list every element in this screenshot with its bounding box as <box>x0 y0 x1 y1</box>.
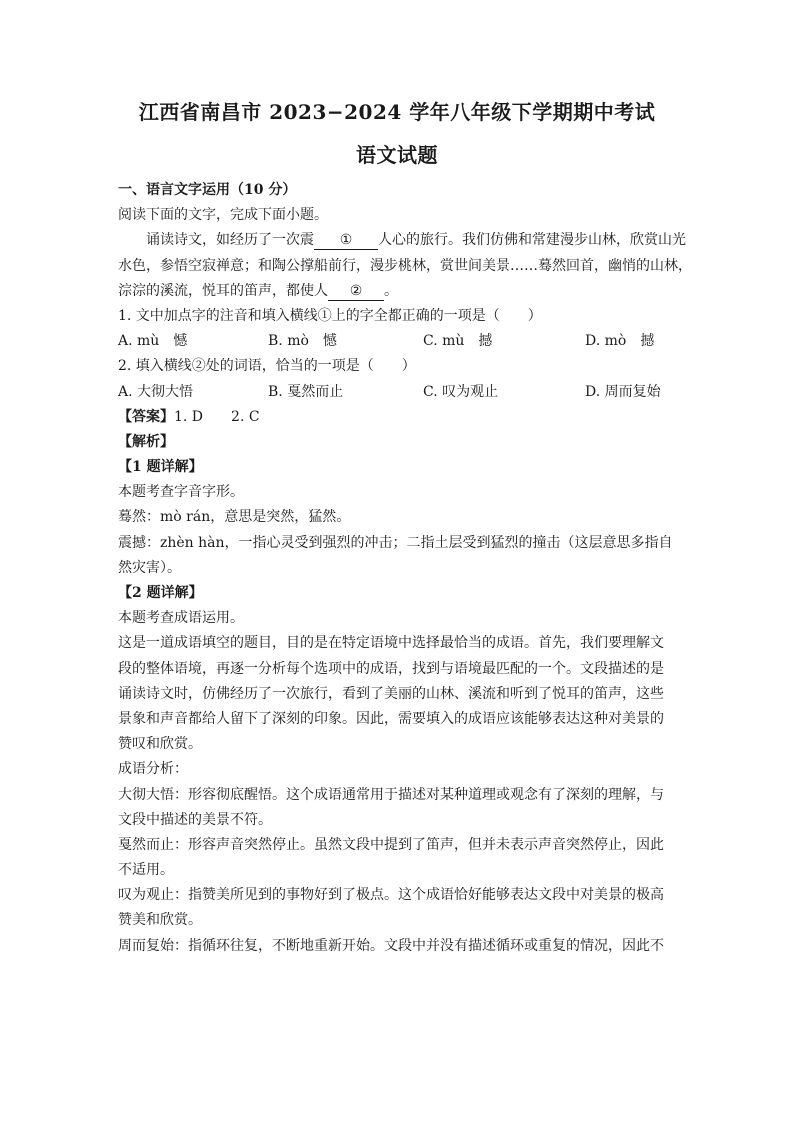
question-1-stem: 1. 文中加点字的注音和填入横线①上的字全都正确的一项是（ ） <box>118 307 542 324</box>
answer-label: 【答案】 <box>118 408 174 425</box>
question-2-stem: 2. 填入横线②处的词语，恰当的一项是（ ） <box>118 358 416 375</box>
exam-title: 江西省南昌市 2023−2024 学年八年级下学期期中考试 <box>138 100 656 124</box>
detail-2-line: 这是一道成语填空的题目，目的是在特定语境中选择最恰当的成语。首先，我们要理解文 <box>118 635 664 652</box>
answer-line <box>118 405 678 430</box>
q1-option-b: B. mò 憾 <box>268 333 337 350</box>
passage-text: 人心的旅行。我们仿佛和常建漫步山林，欣赏山光 <box>378 232 686 249</box>
answer-text: 1. D 2. C <box>174 408 260 425</box>
passage-text: 。 <box>384 282 398 299</box>
detail-2-line: 赞美和欣赏。 <box>118 912 202 929</box>
detail-2-line: 不适用。 <box>118 862 174 879</box>
detail-2-line: 段的整体语境，再逐一分析每个选项中的成语，找到与语境最匹配的一个。文段描述的是 <box>118 660 664 677</box>
passage-line-1 <box>118 228 686 253</box>
q2-option-c: C. 叹为观止 <box>423 383 499 400</box>
document-body <box>118 178 692 959</box>
detail-1-heading: 【1 题详解】 <box>118 459 203 476</box>
detail-2-line: 戛然而止：形容声音突然停止。虽然文段中提到了笛声，但并未表示声音突然停止，因此 <box>118 836 664 853</box>
detail-2-line: 周而复始：指循环往复，不断地重新开始。文段中并没有描述循环或重复的情况，因此不 <box>118 937 664 954</box>
question-1-options <box>118 329 678 354</box>
detail-2-line: 赞叹和欣赏。 <box>118 736 202 753</box>
passage-text: 诵读诗文，如经历了一次震 <box>146 232 314 249</box>
exam-subtitle: 语文试题 <box>356 143 438 167</box>
detail-2-line: 成语分析： <box>118 761 188 778</box>
detail-2-line: 诵读诗文时，仿佛经历了一次旅行，看到了美丽的山林、溪流和听到了悦耳的笛声，这些 <box>118 685 664 702</box>
detail-2-heading: 【2 题详解】 <box>118 585 203 601</box>
passage-line-2: 水色，参悟空寂禅意；和陶公撑船前行，漫步桃林，赏世间美景……蓦然回首，幽悄的山林， <box>118 257 692 274</box>
detail-2-line: 本题考查成语运用。 <box>118 610 244 627</box>
passage-text: 淙淙的溪流，悦耳的笛声，都使人 <box>118 282 328 299</box>
detail-2-line: 文段中描述的美景不符。 <box>118 811 272 828</box>
detail-2-line: 景象和声音都给人留下了深刻的印象。因此，需要填入的成语应该能够表达这种对美景的 <box>118 710 664 727</box>
q2-option-b: B. 戛然而止 <box>268 383 344 400</box>
question-2-options <box>118 380 678 405</box>
q2-option-d: D. 周而复始 <box>585 383 661 400</box>
section-heading: 一、语言文字运用（10 分） <box>118 182 297 198</box>
detail-1-line: 然灾害）。 <box>118 559 181 576</box>
q1-option-a: A. mù 憾 <box>118 333 188 350</box>
detail-1-line: 蓦然：mò rán，意思是突然，猛然。 <box>118 509 351 526</box>
detail-2-line: 叹为观止：指赞美所见到的事物好到了极点。这个成语恰好能够表达文段中对美景的极高 <box>118 887 664 904</box>
detail-1-line: 震撼：zhèn hàn，一指心灵受到强烈的冲击；二指土层受到猛烈的撞击（这层意思多指自 <box>118 534 673 551</box>
fill-blank-1: ① <box>314 231 378 250</box>
fill-blank-2: ② <box>328 282 384 301</box>
q1-option-c: C. mù 撼 <box>423 333 493 350</box>
instruction-text: 阅读下面的文字，完成下面小题。 <box>118 207 328 224</box>
passage-line-3 <box>118 279 678 304</box>
detail-2-line: 大彻大悟：形容彻底醒悟。这个成语通常用于描述对某种道理或观念有了深刻的理解，与 <box>118 786 664 803</box>
detail-1-line: 本题考查字音字形。 <box>118 484 244 501</box>
q2-option-a: A. 大彻大悟 <box>118 383 194 400</box>
q1-option-d: D. mò 撼 <box>585 333 655 350</box>
analysis-label: 【解析】 <box>118 433 174 450</box>
